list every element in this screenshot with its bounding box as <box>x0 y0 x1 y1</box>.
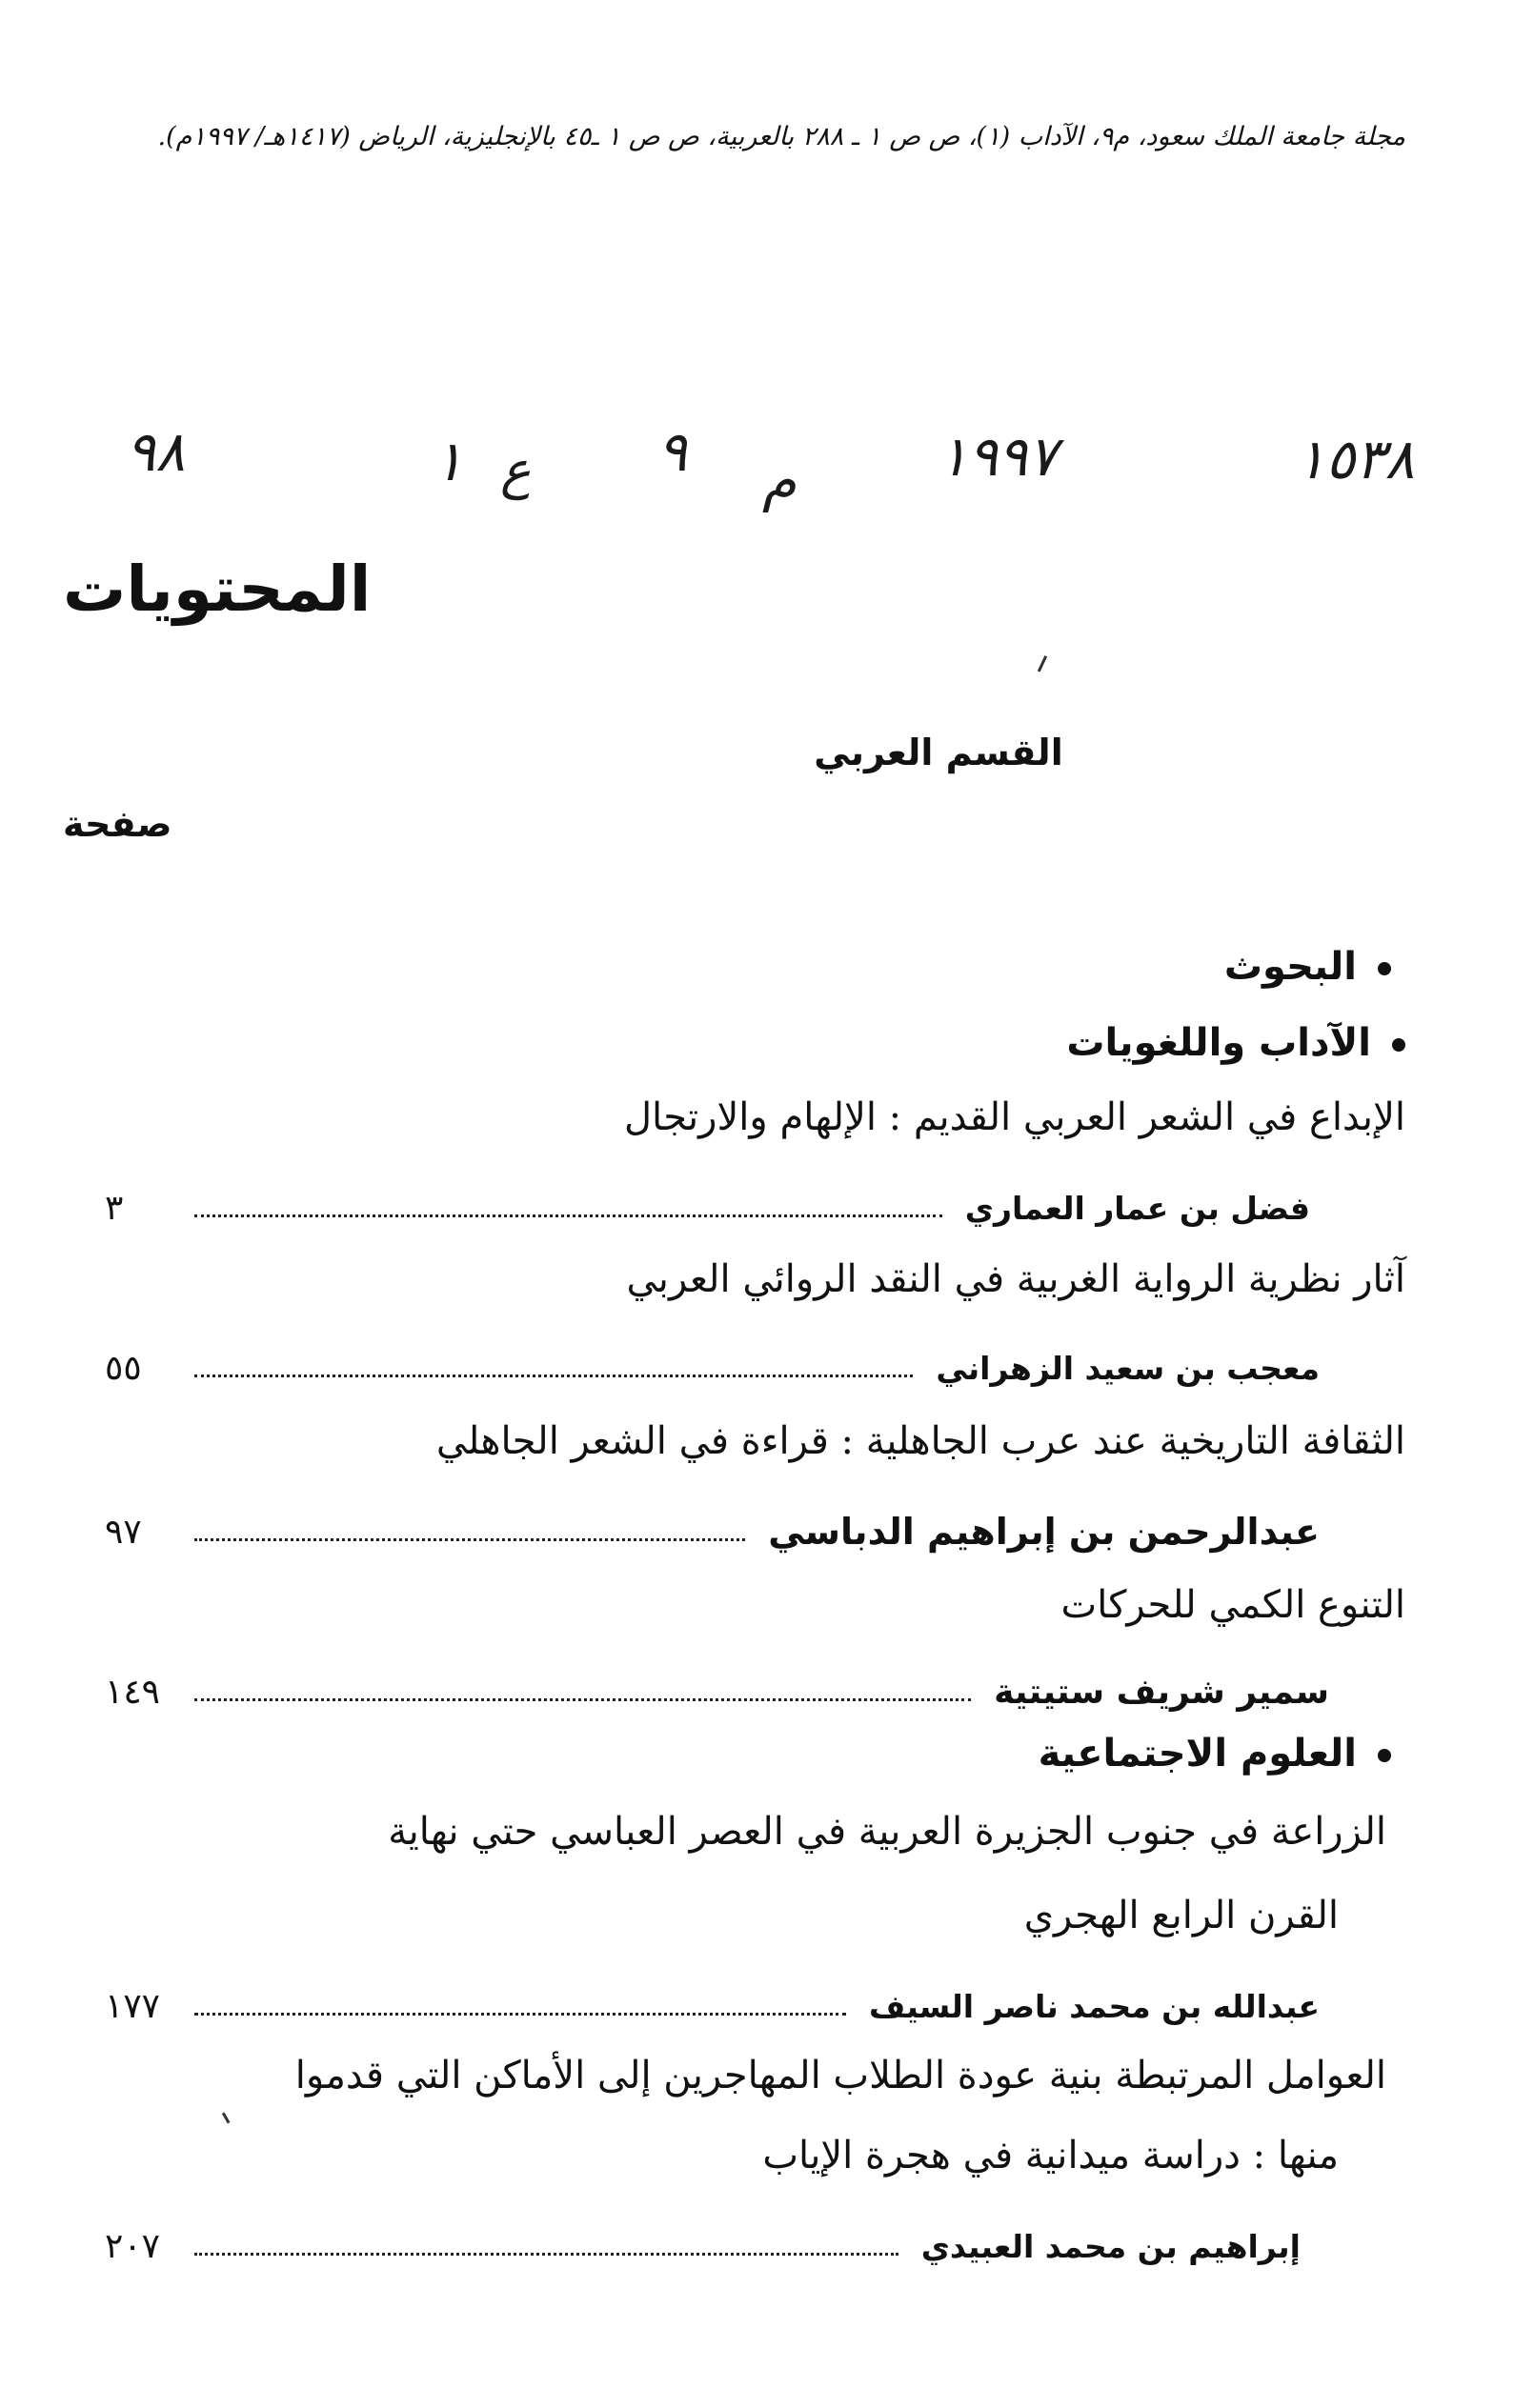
handwritten-code: ع <box>500 440 532 500</box>
handwritten-code: ٩٨ <box>126 419 186 484</box>
bullet-icon <box>1378 1749 1391 1762</box>
article-author: سمير شريف ستيتية <box>994 1672 1329 1712</box>
page-number: ٢٠٧ <box>105 2226 161 2266</box>
dot-leader <box>194 1698 971 1701</box>
page-number: ٣ <box>105 1188 124 1228</box>
article-title: الثقافة التاريخية عند عرب الجاهلية : قراءة في الشعر الجاهلي <box>435 1419 1405 1463</box>
dot-leader <box>194 2253 898 2256</box>
toc-entry <box>105 1505 1320 1558</box>
article-title: التنوع الكمي للحركات <box>1060 1583 1405 1627</box>
toc-entry <box>105 2219 1301 2273</box>
group-heading <box>1039 1732 1391 1776</box>
page-title: المحتويات <box>63 552 372 626</box>
group-heading <box>1066 1021 1405 1065</box>
article-title-continued: القرن الرابع الهجري <box>1023 1894 1339 1937</box>
article-author: إبراهيم بن محمد العبيدي <box>920 2227 1301 2265</box>
article-title-continued: منها : دراسة ميدانية في هجرة الإياب <box>762 2134 1339 2177</box>
page-column-label: صفحة <box>63 803 172 845</box>
handwritten-code: ٩ <box>657 419 688 484</box>
article-title: العوامل المرتبطة بنية عودة الطلاب المهاجرين إلى الأماكن التي قدموا <box>294 2054 1386 2097</box>
group-heading-label: البحوث <box>1223 945 1357 989</box>
handwritten-code: ١٥٣٨ <box>1296 427 1415 492</box>
ink-mark <box>1038 655 1056 676</box>
group-heading-label: الآداب واللغويات <box>1066 1021 1371 1065</box>
section-title: القسم العربي <box>814 732 1063 773</box>
toc-entry <box>105 1665 1329 1718</box>
journal-citation: مجلة جامعة الملك سعود، م٩، الآداب (١)، ص ص ١ ـ ٢٨٨ بالعربية، ص ص ١ ـ٤٥ بالإنجليزية، الرياض (١٤١٧هـ/ ١٩٩٧م). <box>157 122 1405 151</box>
dot-leader <box>194 1538 745 1541</box>
ink-mark <box>222 2108 238 2124</box>
article-author: معجب بن سعيد الزهراني <box>936 1349 1320 1387</box>
toc-entry <box>105 1979 1320 2033</box>
page-number: ٥٥ <box>105 1348 142 1388</box>
page-number: ١٤٩ <box>105 1672 161 1712</box>
article-title: آثار نظرية الرواية الغربية في النقد الروائي العربي <box>626 1257 1405 1301</box>
article-title: الزراعة في جنوب الجزيرة العربية في العصر العباسي حتي نهاية <box>388 1810 1386 1854</box>
page-number: ١٧٧ <box>105 1986 161 2026</box>
dot-leader <box>194 1375 913 1377</box>
article-author: فضل بن عمار العماري <box>964 1189 1310 1227</box>
toc-entry <box>105 1181 1310 1234</box>
handwritten-code: ١٩٩٧ <box>939 424 1058 489</box>
dot-leader <box>194 2013 846 2016</box>
dot-leader <box>194 1214 942 1217</box>
page-number: ٩٧ <box>105 1512 142 1552</box>
handwritten-code: م <box>762 448 797 512</box>
bullet-icon <box>1392 1038 1405 1052</box>
article-title: الإبداع في الشعر العربي القديم : الإلهام والارتجال <box>623 1095 1405 1139</box>
group-heading <box>1224 945 1391 989</box>
handwritten-code: ١ <box>434 429 464 493</box>
bullet-icon <box>1378 962 1391 975</box>
toc-entry <box>105 1341 1320 1395</box>
article-author: عبدالرحمن بن إبراهيم الدباسي <box>768 1511 1320 1553</box>
article-author: عبدالله بن محمد ناصر السيف <box>869 1987 1320 2025</box>
group-heading-label: العلوم الاجتماعية <box>1038 1732 1357 1776</box>
